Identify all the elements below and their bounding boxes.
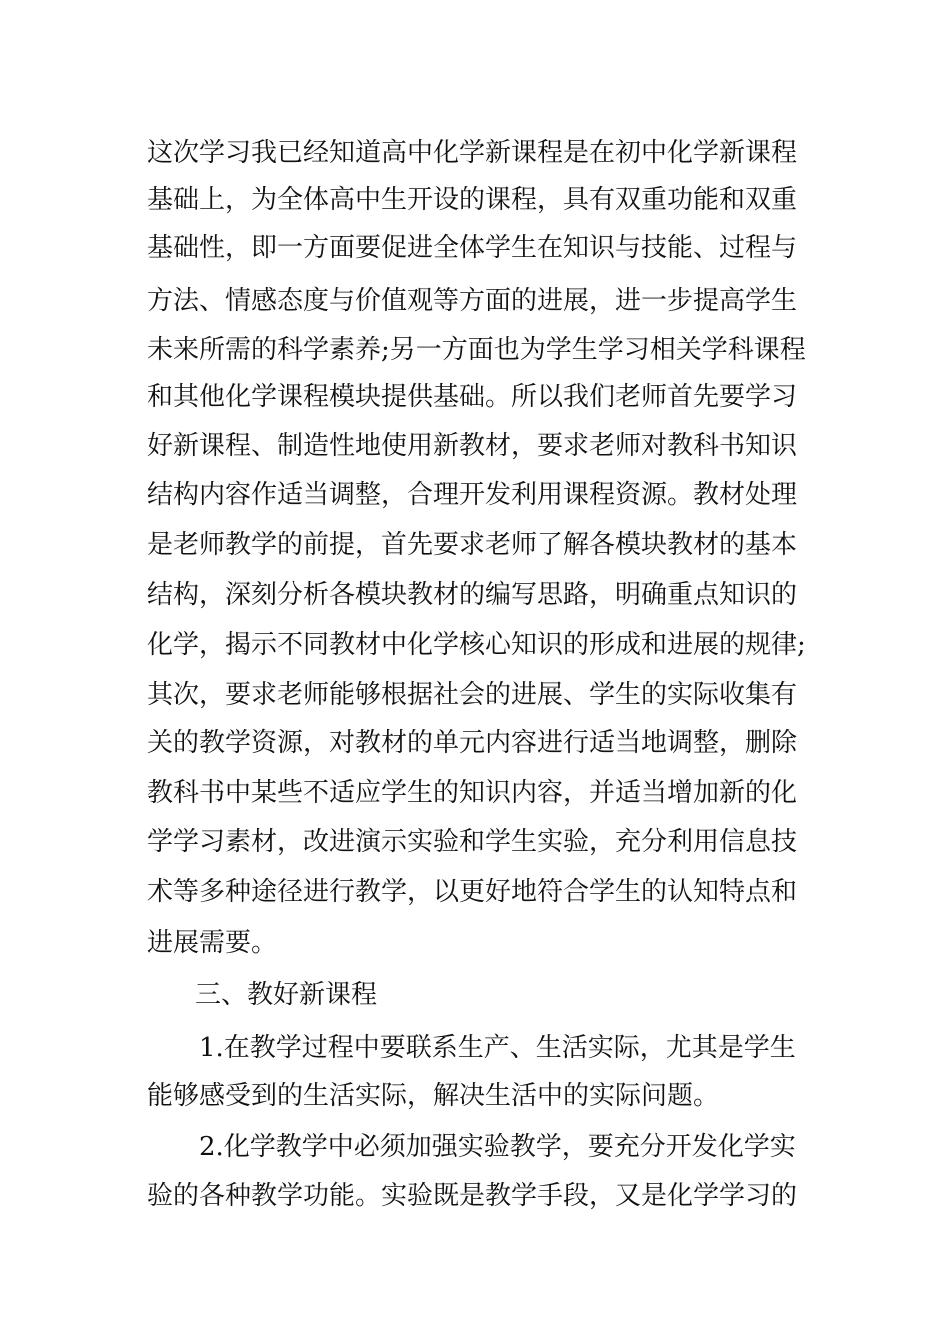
paragraph-line: 化学，揭示不同教材中化学核心知识的形成和进展的规律; — [147, 630, 806, 660]
list-item-line: 1.在教学过程中要联系生产、生活实际，尤其是学生 — [199, 1033, 796, 1063]
paragraph-line: 术等多种途径进行教学，以更好地符合学生的认知特点和 — [147, 877, 798, 907]
list-item-line: 2.化学教学中必须加强实验教学，要充分开发化学实 — [199, 1132, 796, 1162]
paragraph-line: 方法、情感态度与价值观等方面的进展，进一步提高学生 — [147, 286, 798, 316]
paragraph-line: 教科书中某些不适应学生的知识内容，并适当增加新的化 — [147, 778, 798, 808]
paragraph-line: 这次学习我已经知道高中化学新课程是在初中化学新课程 — [147, 138, 798, 168]
paragraph-line: 其次，要求老师能够根据社会的进展、学生的实际收集有 — [147, 680, 798, 710]
paragraph-line: 基础性，即一方面要促进全体学生在知识与技能、过程与 — [147, 233, 798, 263]
paragraph-line: 好新课程、制造性地使用新教材，要求老师对教科书知识 — [147, 431, 798, 461]
paragraph-line: 关的教学资源，对教材的单元内容进行适当地调整，删除 — [147, 728, 798, 758]
paragraph-line: 基础上，为全体高中生开设的课程，具有双重功能和双重 — [147, 185, 798, 215]
paragraph-line: 结构内容作适当调整，合理开发利用课程资源。教材处理 — [147, 480, 798, 510]
paragraph-line: 是老师教学的前提，首先要求老师了解各模块教材的基本 — [147, 530, 798, 560]
paragraph-line: 未来所需的科学素养;另一方面也为学生学习相关学科课程 — [147, 335, 806, 365]
list-item-line: 验的各种教学功能。实验既是教学手段，又是化学学习的 — [147, 1181, 798, 1211]
list-item-line: 能够感受到的生活实际，解决生活中的实际问题。 — [147, 1081, 720, 1111]
paragraph-line: 进展需要。 — [147, 928, 278, 958]
paragraph-line: 结构，深刻分析各模块教材的编写思路，明确重点知识的 — [147, 580, 798, 610]
section-heading: 三、教好新课程 — [195, 980, 378, 1010]
paragraph-line: 学学习素材，改进演示实验和学生实验，充分利用信息技 — [147, 827, 798, 857]
paragraph-line: 和其他化学课程模块提供基础。所以我们老师首先要学习 — [147, 382, 798, 412]
